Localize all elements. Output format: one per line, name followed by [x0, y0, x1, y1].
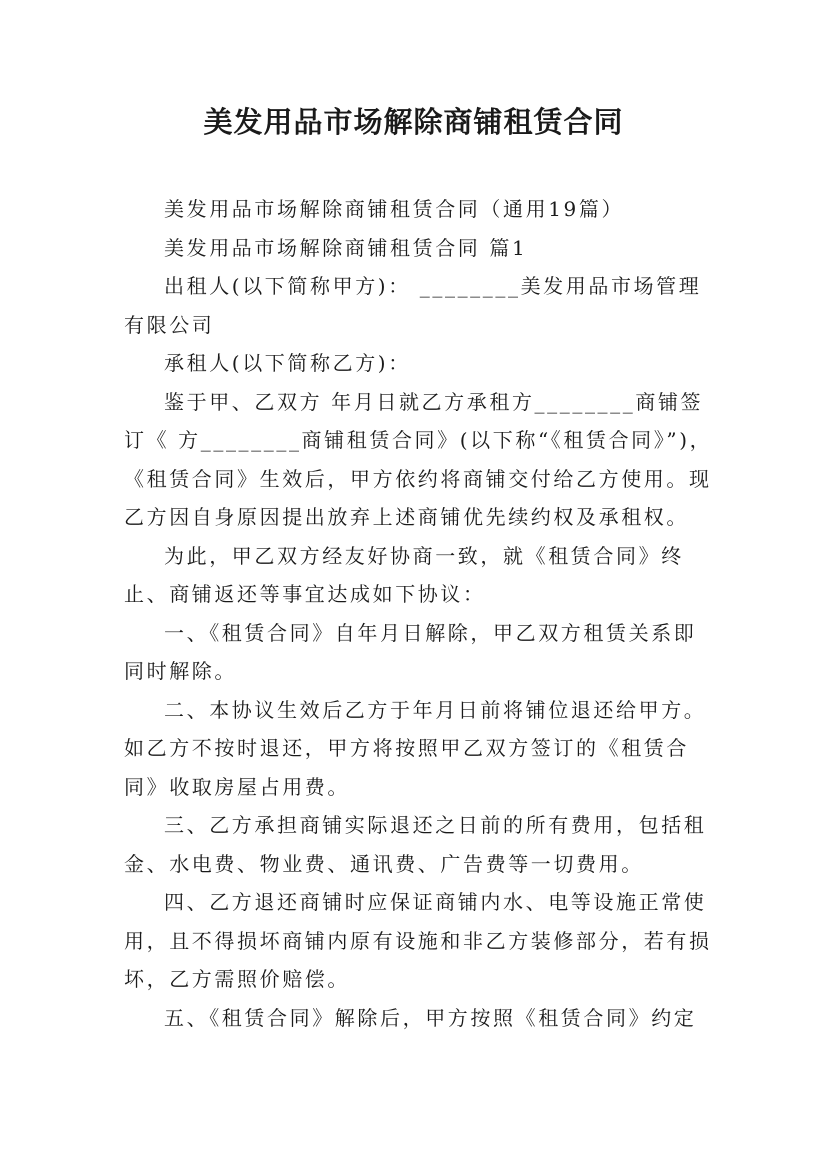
paragraph-subtitle: 美发用品市场解除商铺租赁合同（通用19篇） — [164, 197, 625, 221]
paragraph-clause-3: 三、乙方承担商铺实际退还之日前的所有费用，包括租金、水电费、物业费、通讯费、广告费等一切费用。 — [124, 813, 707, 876]
paragraph-lessee: 承租人(以下简称乙方)： — [164, 351, 411, 375]
paragraph-clause-2: 二、本协议生效后乙方于年月日前将铺位退还给甲方。如乙方不按时退还，甲方将按照甲乙双方签订的《租赁合同》收取房屋占用费。 — [124, 697, 707, 799]
paragraph-section-heading: 美发用品市场解除商铺租赁合同 篇1 — [164, 235, 528, 260]
paragraph-recital: 鉴于甲、乙双方 年月日就乙方承租方________商铺签订《 方________商铺租赁合同》(以下称“《租赁合同》”)，《租赁合同》生效后，甲方依约将商铺交付给乙方使用。现乙方因自身原因提出放弃上述商铺优先续约权及承租权。 — [124, 389, 713, 529]
paragraph-lessor: 出租人(以下简称甲方)： ________美发用品市场管理有限公司 — [124, 274, 702, 337]
document-title: 美发用品市场解除商铺租赁合同 — [203, 105, 624, 139]
document-body — [124, 190, 714, 1037]
paragraph-agreement-intro: 为此，甲乙双方经友好协商一致，就《租赁合同》终止、商铺返还等事宜达成如下协议： — [124, 543, 684, 606]
paragraph-clause-5: 五、《租赁合同》解除后，甲方按照《租赁合同》约定 — [164, 1005, 697, 1030]
paragraph-clause-4: 四、乙方退还商铺时应保证商铺内水、电等设施正常使用，且不得损坏商铺内原有设施和非乙方装修部分，若有损坏，乙方需照价赔偿。 — [124, 890, 712, 991]
paragraph-clause-1: 一、《租赁合同》自年月日解除，甲乙双方租赁关系即同时解除。 — [124, 620, 697, 683]
